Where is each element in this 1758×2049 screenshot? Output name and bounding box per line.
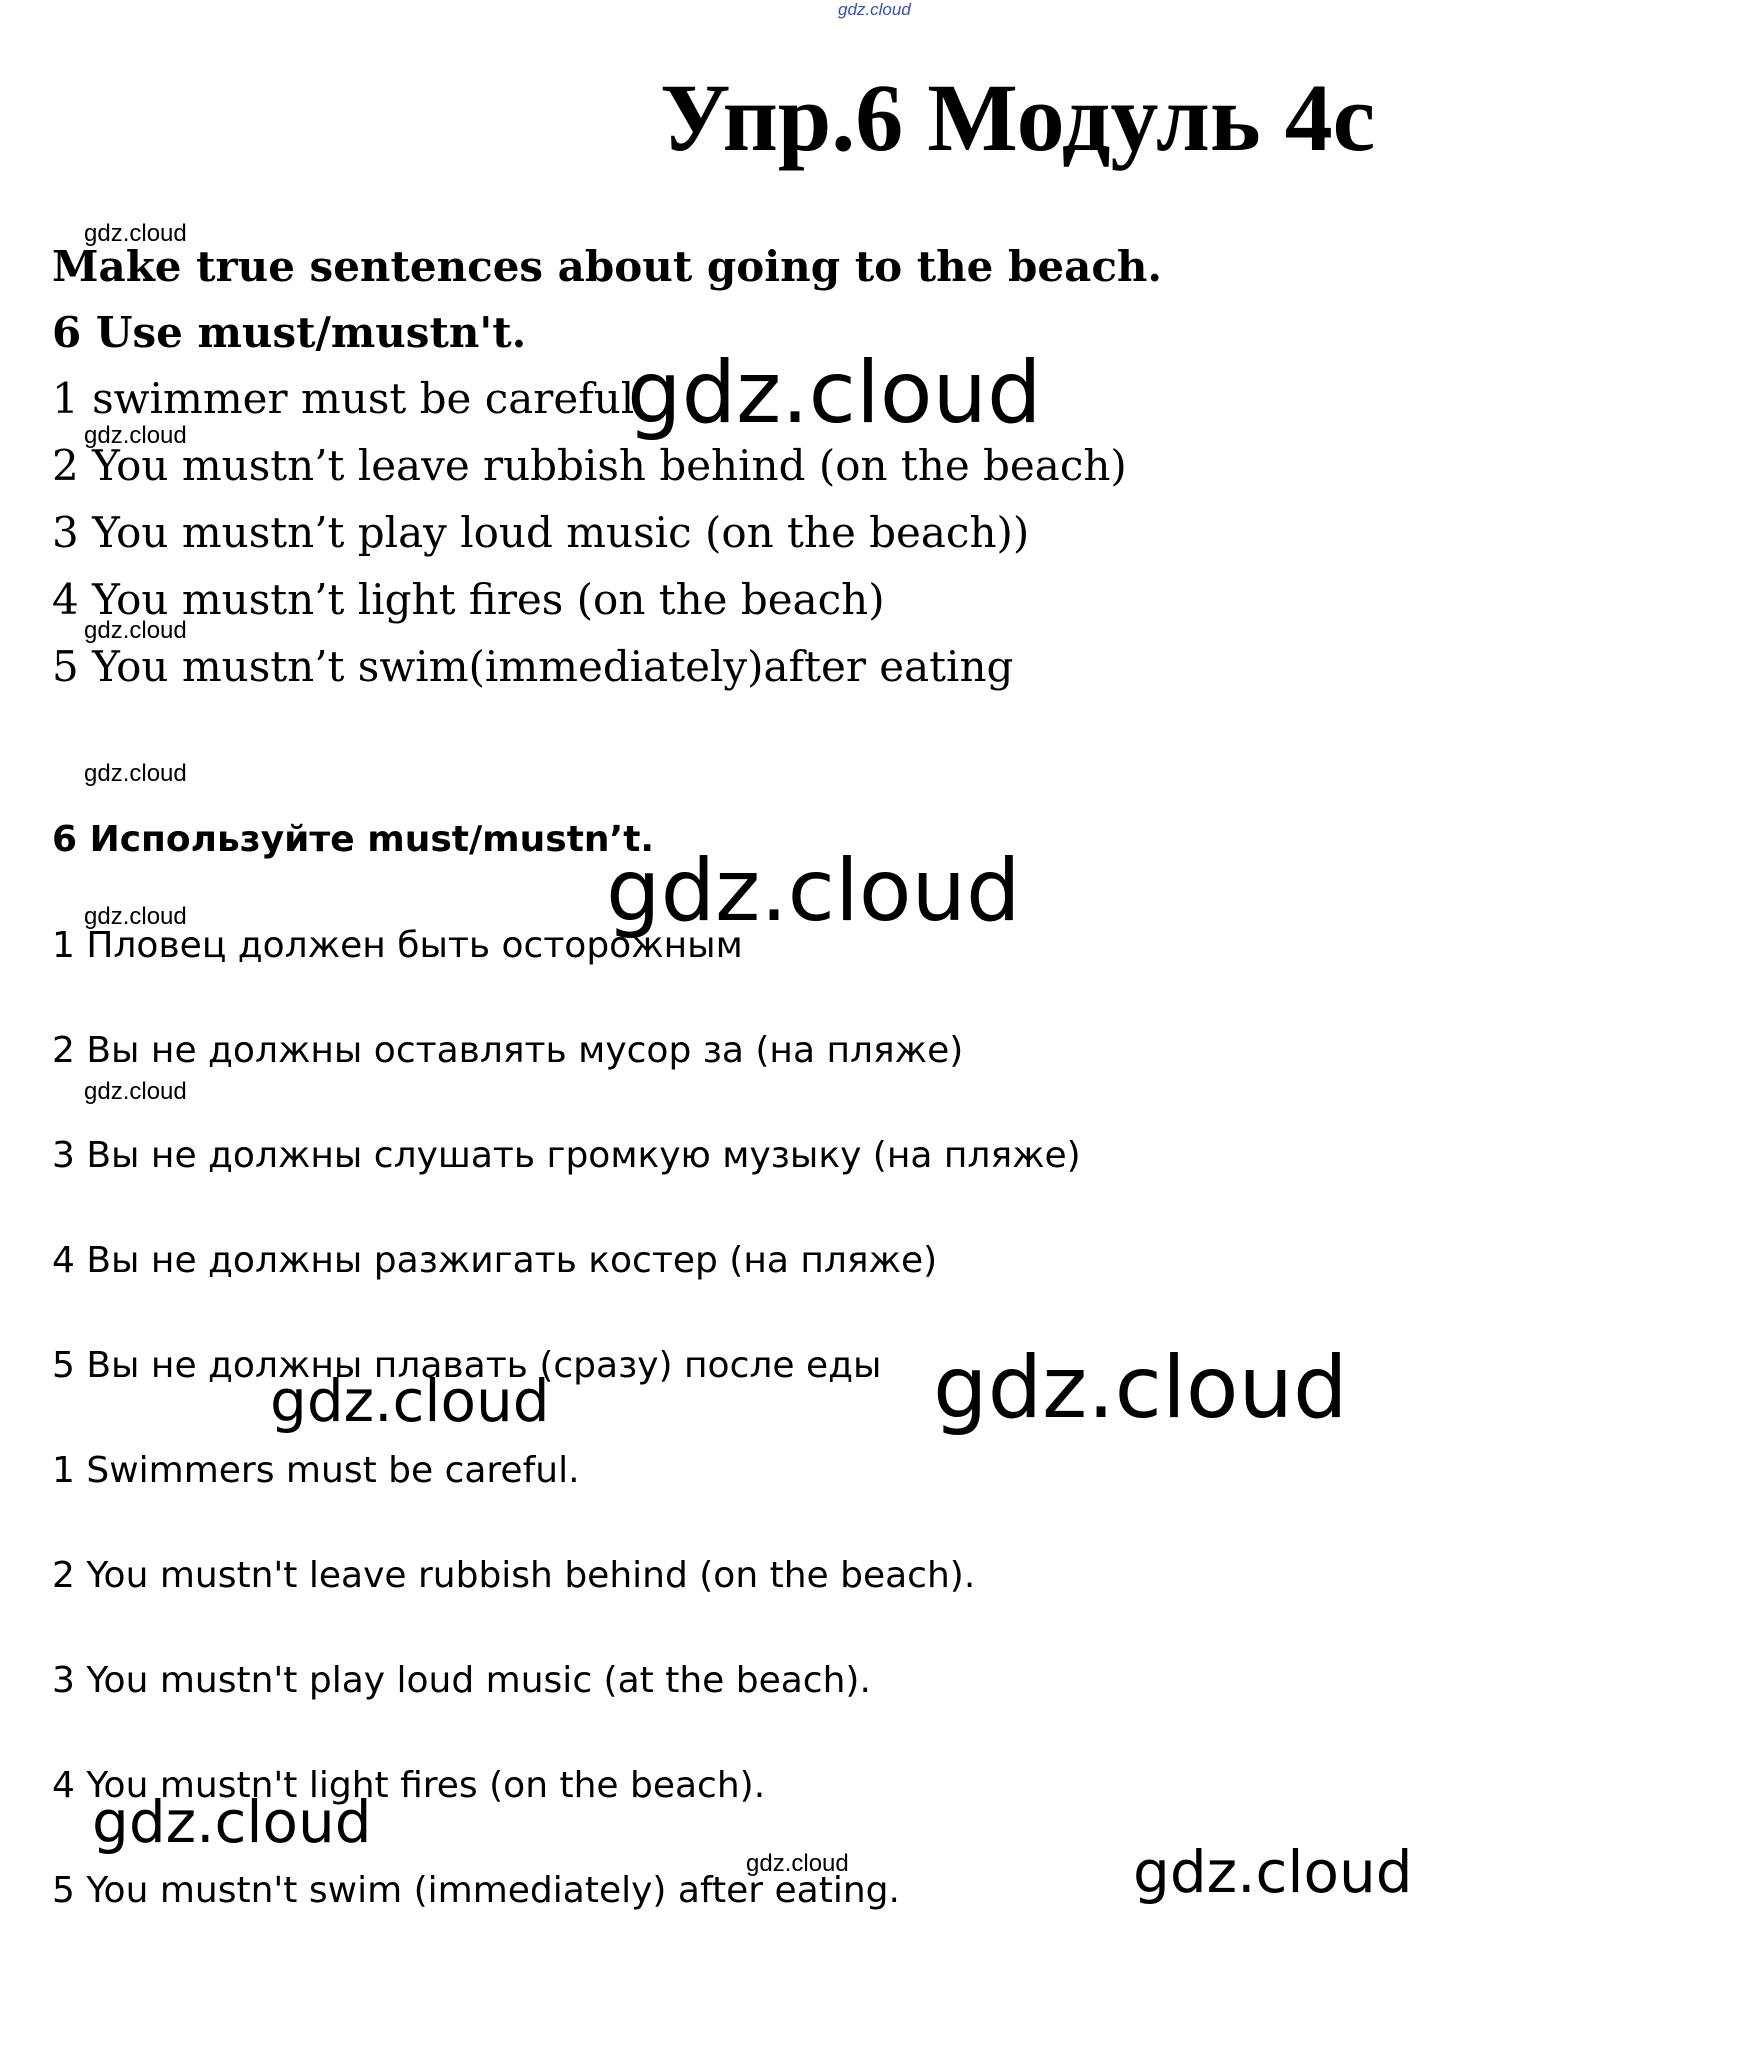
watermark-medium: gdz.cloud [1133,1838,1413,1906]
watermark-large: gdz.cloud [933,1338,1348,1438]
watermark: gdz.cloud [84,760,187,787]
watermark: gdz.cloud [84,1078,187,1105]
watermark: gdz.cloud [84,903,187,930]
watermark-medium: gdz.cloud [92,1788,372,1856]
page-title: Упр.6 Модуль 4с [660,64,1376,171]
watermark: gdz.cloud [84,422,187,449]
watermark-large: gdz.cloud [627,343,1042,443]
russian-item-2: 2 Вы не должны оставлять мусор за (на пляже) [52,1030,964,1071]
watermark-large: gdz.cloud [606,841,1021,941]
watermark: gdz.cloud [84,617,187,644]
watermark: gdz.cloud [84,220,187,247]
answer-item-3: 3 You mustn't play loud music (at the beach). [52,1660,871,1701]
russian-item-4: 4 Вы не должны разжигать костер (на пляже) [52,1240,938,1281]
english-item-2: 2 You mustn’t leave rubbish behind (on the beach) [52,441,1127,490]
answer-item-1: 1 Swimmers must be careful. [52,1450,580,1491]
english-item-4: 4 You mustn’t light fires (on the beach) [52,575,885,624]
english-item-1: 1 swimmer must be careful [52,374,635,423]
russian-item-5: 5 Вы не должны плавать (сразу) после еды [52,1345,882,1386]
english-item-5: 5 You mustn’t swim(immediately)after eating [52,642,1014,691]
answer-item-5: 5 You mustn't swim (immediately) after eating. [52,1870,900,1911]
task-instruction: Make true sentences about going to the beach. [52,242,1163,291]
russian-heading: 6 Используйте must/mustn’t. [52,819,655,860]
english-item-3: 3 You mustn’t play loud music (on the beach)) [52,508,1030,557]
task-heading: 6 Use must/mustn't. [52,308,527,357]
russian-item-1: 1 Пловец должен быть осторожным [52,925,743,966]
top-watermark: gdz.cloud [838,0,911,19]
watermark-medium: gdz.cloud [270,1367,550,1435]
watermark: gdz.cloud [746,1850,849,1877]
answer-item-2: 2 You mustn't leave rubbish behind (on the beach). [52,1555,976,1596]
russian-item-3: 3 Вы не должны слушать громкую музыку (на пляже) [52,1135,1081,1176]
answer-item-4: 4 You mustn't light fires (on the beach). [52,1765,766,1806]
